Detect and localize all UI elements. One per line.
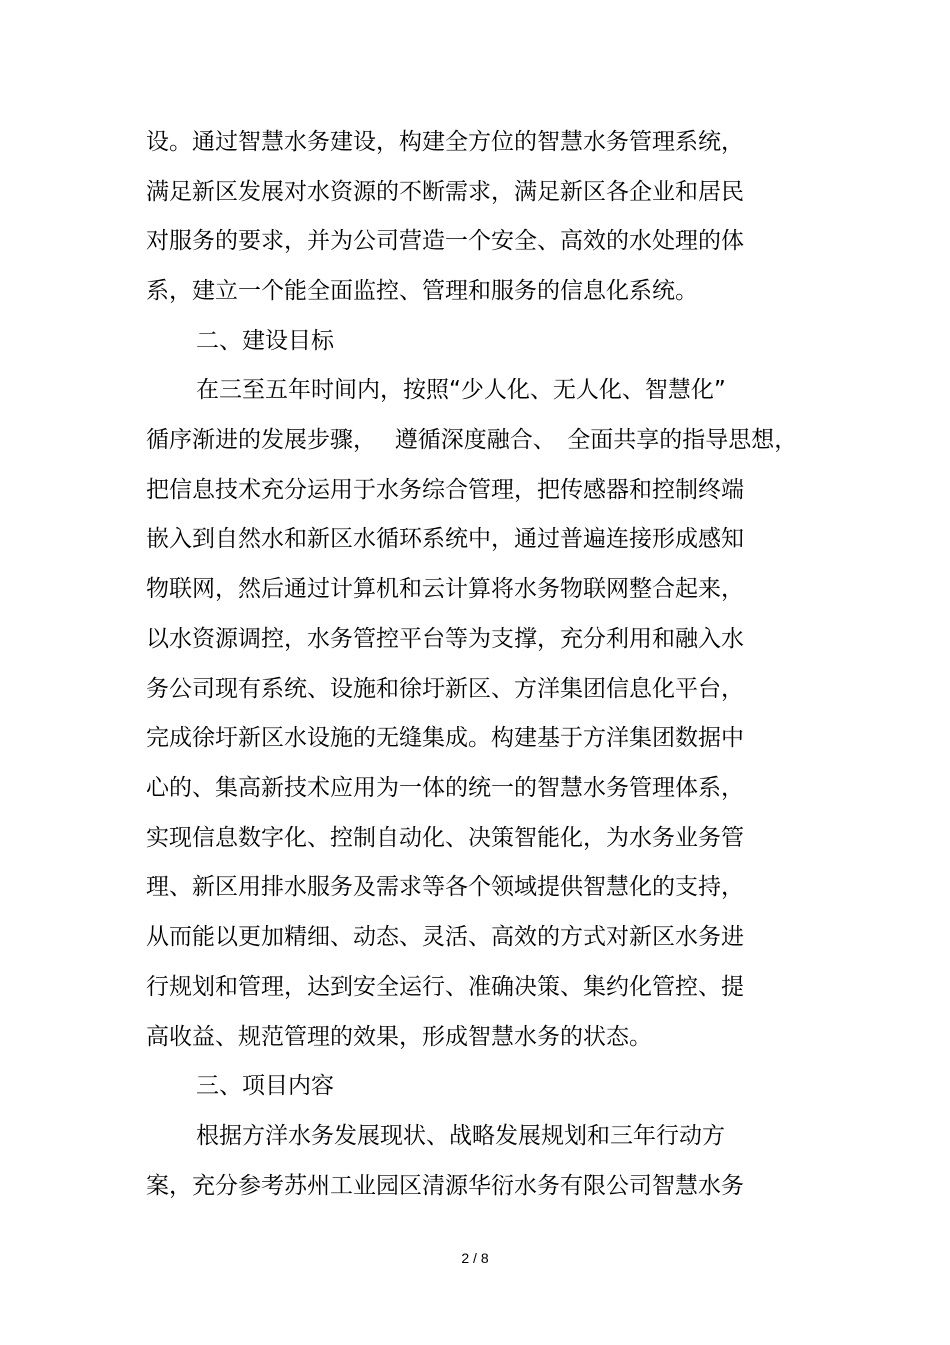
section-heading: 二、建设目标 <box>196 328 334 354</box>
text-line: 完成徐圩新区水设施的无缝集成。构建基于方洋集团数据中 <box>146 725 744 751</box>
text-line: 循序渐进的发展步骤， 遵循深度融合、 全面共享的指导思想， <box>146 427 798 453</box>
text-line: 理、新区用排水服务及需求等各个领域提供智慧化的支持， <box>146 874 744 900</box>
text-line: 心的、集高新技术应用为一体的统一的智慧水务管理体系， <box>146 775 744 801</box>
text-line: 以水资源调控，水务管控平台等为支撑，充分利用和融入水 <box>146 626 744 652</box>
text-line: 把信息技术充分运用于水务综合管理，把传感器和控制终端 <box>146 477 744 503</box>
text-line: 行规划和管理，达到安全运行、准确决策、集约化管控、提 <box>146 974 744 1000</box>
text-line: 系，建立一个能全面监控、管理和服务的信息化系统。 <box>146 278 698 304</box>
page-number: 2 / 8 <box>461 1250 489 1266</box>
text-line: 对服务的要求，并为公司营造一个安全、高效的水处理的体 <box>146 228 744 254</box>
text-line: 设。通过智慧水务建设，构建全方位的智慧水务管理系统， <box>146 129 744 155</box>
text-line: 嵌入到自然水和新区水循环系统中，通过普遍连接形成感知 <box>146 526 744 552</box>
text-line: 满足新区发展对水资源的不断需求，满足新区各企业和居民 <box>146 179 744 205</box>
text-line: 高收益、规范管理的效果，形成智慧水务的状态。 <box>146 1024 652 1050</box>
section-heading: 三、项目内容 <box>196 1073 334 1099</box>
text-line: 案，充分参考苏州工业园区清源华衍水务有限公司智慧水务 <box>146 1173 744 1199</box>
text-line: 在三至五年时间内，按照“少人化、无人化、智慧化” <box>196 377 726 403</box>
text-line: 物联网，然后通过计算机和云计算将水务物联网整合起来， <box>146 576 744 602</box>
text-line: 从而能以更加精细、动态、灵活、高效的方式对新区水务进 <box>146 924 744 950</box>
text-line: 实现信息数字化、控制自动化、决策智能化，为水务业务管 <box>146 825 744 851</box>
text-line: 根据方洋水务发展现状、战略发展规划和三年行动方 <box>196 1123 725 1149</box>
text-line: 务公司现有系统、设施和徐圩新区、方洋集团信息化平台， <box>146 676 744 702</box>
